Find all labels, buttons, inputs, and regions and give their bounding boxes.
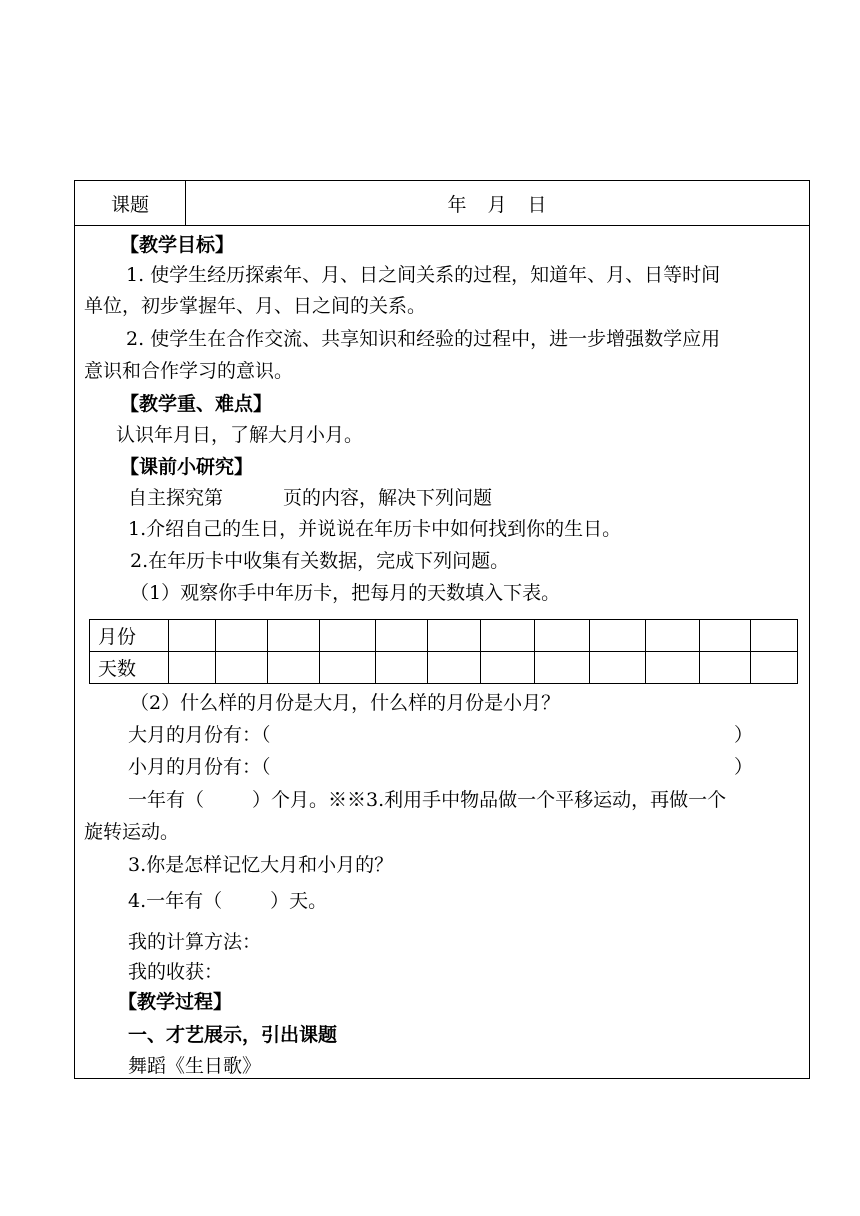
lesson-title bbox=[186, 181, 809, 226]
month-days-table bbox=[89, 619, 798, 684]
explore-text-b: 页的内容，解决下列问题 bbox=[283, 487, 493, 509]
year-months-line-2: 旋转运动。 bbox=[84, 821, 180, 843]
objective-2-line-2: 意识和合作学习的意识。 bbox=[84, 360, 294, 382]
question-1: 1.介绍自己的生日，并说说在年历卡中如何找到你的生日。 bbox=[128, 518, 622, 540]
small-month-close: ） bbox=[734, 756, 754, 778]
big-month-label: 大月的月份有：（ bbox=[128, 724, 271, 746]
explore-line bbox=[128, 489, 492, 508]
month-cell[interactable] bbox=[268, 620, 320, 652]
days-cell[interactable] bbox=[700, 652, 751, 684]
calc-method: 我的计算方法： bbox=[128, 931, 262, 953]
days-cell[interactable] bbox=[376, 652, 428, 684]
objectives-heading: 【教学目标】 bbox=[120, 234, 235, 256]
dance-text: 舞蹈《生日歌》 bbox=[128, 1055, 262, 1077]
month-cell[interactable] bbox=[169, 620, 216, 652]
question-4 bbox=[128, 892, 327, 911]
question-4-b: ）天。 bbox=[270, 890, 328, 912]
days-cell[interactable] bbox=[268, 652, 320, 684]
month-cell[interactable] bbox=[646, 620, 700, 652]
month-row bbox=[90, 620, 798, 652]
days-cell[interactable] bbox=[169, 652, 216, 684]
big-month-close: ） bbox=[734, 724, 754, 746]
month-cell[interactable] bbox=[700, 620, 751, 652]
title-year: 年 bbox=[447, 193, 468, 216]
objective-1-line-2: 单位，初步掌握年、月、日之间的关系。 bbox=[84, 295, 427, 317]
question-3: 3.你是怎样记忆大月和小月的？ bbox=[128, 854, 394, 876]
year-months-b: ）个月。※※3.利用手中物品做一个平移运动，再做一个 bbox=[252, 789, 727, 811]
month-cell[interactable] bbox=[376, 620, 428, 652]
question-2-1: （1）观察你手中年历卡，把每月的天数填入下表。 bbox=[130, 582, 561, 604]
question-2: 2.在年历卡中收集有关数据，完成下列问题。 bbox=[130, 550, 510, 572]
month-cell[interactable] bbox=[320, 620, 376, 652]
month-cell[interactable] bbox=[590, 620, 646, 652]
month-cell[interactable] bbox=[535, 620, 590, 652]
days-row bbox=[90, 652, 798, 684]
days-cell[interactable] bbox=[751, 652, 798, 684]
days-cell[interactable] bbox=[481, 652, 535, 684]
days-cell[interactable] bbox=[216, 652, 268, 684]
key-points-text: 认识年月日，了解大月小月。 bbox=[116, 424, 364, 446]
month-row-label: 月份 bbox=[90, 620, 169, 652]
month-cell[interactable] bbox=[428, 620, 481, 652]
objective-1-line-1: 1. 使学生经历探索年、月、日之间关系的过程，知道年、月、日等时间 bbox=[126, 264, 721, 286]
days-cell[interactable] bbox=[320, 652, 376, 684]
days-row-label: 天数 bbox=[90, 652, 169, 684]
key-points-heading: 【教学重、难点】 bbox=[120, 393, 273, 415]
process-heading: 【教学过程】 bbox=[118, 991, 233, 1013]
preview-heading: 【课前小研究】 bbox=[120, 456, 254, 478]
days-cell[interactable] bbox=[535, 652, 590, 684]
harvest: 我的收获： bbox=[128, 961, 224, 983]
question-4-a: 4.一年有（ bbox=[128, 890, 223, 912]
days-cell[interactable] bbox=[646, 652, 700, 684]
year-months-line bbox=[128, 791, 726, 810]
month-cell[interactable] bbox=[216, 620, 268, 652]
question-2-2: （2）什么样的月份是大月，什么样的月份是小月？ bbox=[130, 692, 561, 714]
small-month-label: 小月的月份有：（ bbox=[128, 756, 271, 778]
explore-text-a: 自主探究第 bbox=[128, 487, 224, 509]
month-cell[interactable] bbox=[751, 620, 798, 652]
days-cell[interactable] bbox=[590, 652, 646, 684]
topic-label: 课题 bbox=[75, 181, 186, 226]
objective-2-line-1: 2. 使学生在合作交流、共享知识和经验的过程中，进一步增强数学应用 bbox=[126, 328, 721, 350]
year-months-a: 一年有（ bbox=[128, 789, 205, 811]
title-month: 月 bbox=[487, 193, 508, 216]
title-day: 日 bbox=[527, 193, 548, 216]
section-1-heading: 一、才艺展示，引出课题 bbox=[128, 1024, 338, 1046]
days-cell[interactable] bbox=[428, 652, 481, 684]
month-cell[interactable] bbox=[481, 620, 535, 652]
